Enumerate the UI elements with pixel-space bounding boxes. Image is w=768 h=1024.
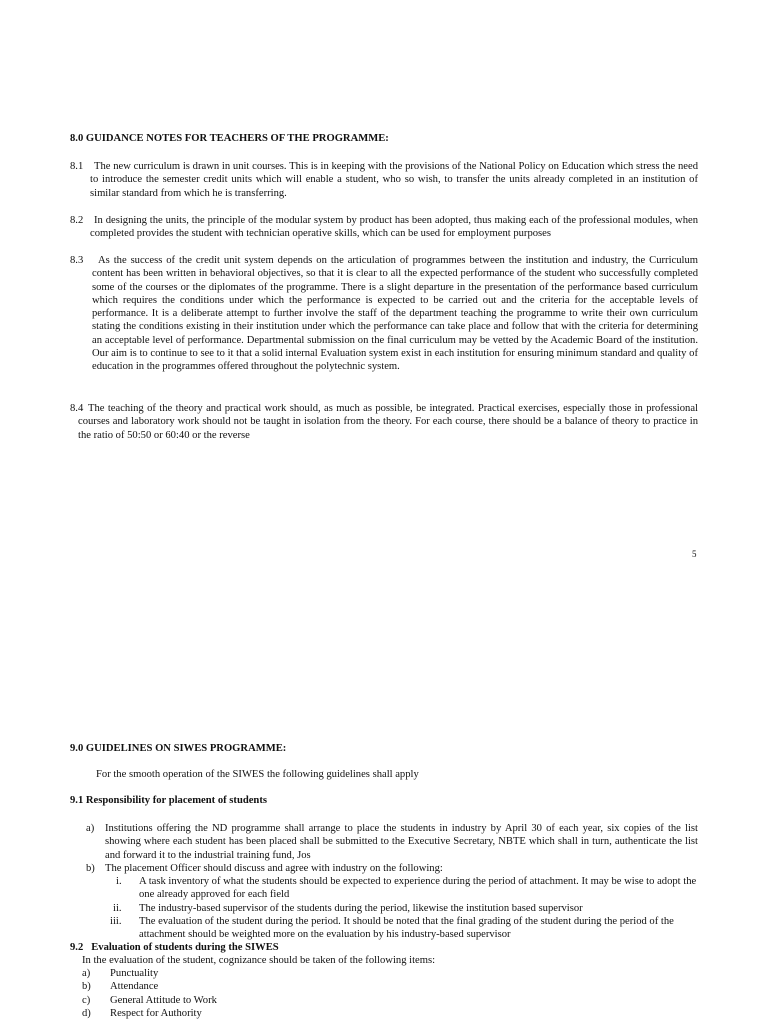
paragraph-8-2 xyxy=(70,214,698,241)
paragraph-number: 8.4 xyxy=(70,403,84,414)
list-item xyxy=(86,875,698,902)
evaluation-list xyxy=(82,967,482,1020)
list-marker: iii. xyxy=(110,916,122,928)
evaluation-intro: In the evaluation of the student, cognizance should be taken of the following items: xyxy=(82,955,436,966)
list-item-text: A task inventory of what the students should be expected to experience during the period of attachment. It may be wise to adopt the one already approved for each field xyxy=(139,876,697,901)
subsection-title: Evaluation of students during the SIWES xyxy=(91,942,279,953)
paragraph-number: 8.2 xyxy=(70,215,84,226)
list-item-text: The industry-based supervisor of the students during the period, likewise the institution based supervisor xyxy=(139,902,583,914)
list-item-text: General Attitude to Work xyxy=(110,994,217,1006)
subsection-heading-9-2 xyxy=(70,941,670,954)
paragraph-text: The teaching of the theory and practical work should, as much as possible, be integrated. Practical exercises, especially those in professional courses and laboratory work should not be taught in isolation from the theory. For each course, there should be a balance of theory to practice in the ratio of 50:50 or 60:40 or the reverse xyxy=(78,403,698,441)
list-item-text: Institutions offering the ND programme shall arrange to place the students in industry by April 30 of each year, six copies of the list showing where each student has been placed shall be submitted to the Executive Secretary, NBTE which shall in turn, authenticate the list and forward it to the industrial training fund, Jos xyxy=(105,823,698,861)
list-item xyxy=(82,967,482,980)
list-item-text: Punctuality xyxy=(110,968,159,979)
list-marker: ii. xyxy=(113,902,122,914)
list-item xyxy=(86,915,698,942)
list-item xyxy=(82,980,482,993)
section-heading-8: 8.0 GUIDANCE NOTES FOR TEACHERS OF THE PROGRAMME: xyxy=(70,133,389,144)
page-number: 5 xyxy=(692,549,697,559)
paragraph-text: In designing the units, the principle of the modular system by product has been adopted, thus making each of the professional modules, when completed provides the student with technician operative skills, which can be used for employment purposes xyxy=(90,215,698,240)
list-marker: i. xyxy=(116,876,122,888)
paragraph-8-1 xyxy=(70,160,698,200)
list-item xyxy=(86,862,698,875)
paragraph-text: The new curriculum is drawn in unit courses. This is in keeping with the provisions of the National Policy on Education which stress the need to introduce the semester credit units which will enable a student, who so wish, to transfer the units already completed in an institution of similar standard from which he is transferring. xyxy=(90,161,698,199)
section-heading-9: 9.0 GUIDELINES ON SIWES PROGRAMME: xyxy=(70,743,287,754)
list-item xyxy=(86,822,698,862)
list-item-text: Respect for Authority xyxy=(110,1007,202,1019)
section-intro: For the smooth operation of the SIWES the following guidelines shall apply xyxy=(96,769,419,780)
subsection-heading-9-1: 9.1 Responsibility for placement of students xyxy=(70,795,267,806)
list-marker: a) xyxy=(82,968,91,979)
paragraph-number: 8.1 xyxy=(70,161,84,172)
list-item-text: Attendance xyxy=(110,981,159,993)
list-item xyxy=(82,1007,482,1020)
list-marker: d) xyxy=(82,1007,91,1019)
list-item xyxy=(86,902,698,915)
list-marker: c) xyxy=(82,994,91,1006)
paragraph-number: 8.3 xyxy=(70,255,84,266)
paragraph-8-3 xyxy=(70,254,698,374)
list-item-text: The placement Officer should discuss and agree with industry on the following: xyxy=(105,862,443,874)
placement-list xyxy=(86,822,698,942)
list-marker: b) xyxy=(86,862,95,874)
subsection-number: 9.2 xyxy=(70,942,84,953)
list-item xyxy=(82,994,482,1007)
list-marker: a) xyxy=(86,823,95,834)
paragraph-text: As the success of the credit unit system depends on the articulation of programmes between the institution and industry, the Curriculum content has been written in behavioral objectives, so that it is clear to all the expected performance of the student who successfully completed some of the courses or the diplomates of the programme. There is a slight departure in the presentation of the performance based curriculum which requires the conditions under which the performance is expected to be carried out and the criteria for the acceptable levels of performance. It is a deliberate attempt to further involve the staff of the department teaching the programme to write their own curriculum stating the conditions existing in their institution under which the performance can take place and follow that with the criteria for determining an acceptable level of performance. Departmental submission on the final curriculum may be vetted by the Academic Board of the institution. Our aim is to continue to see to it that a solid internal Evaluation system exist in each institution for ensuring minimum standard and quality of education in the programmes offered throughout the polytechnic system. xyxy=(92,255,698,373)
list-marker: b) xyxy=(82,981,91,993)
list-item-text: The evaluation of the student during the period. It should be noted that the final grading of the student during the period of the attachment should be weighted more on the evaluation by his industry-based supervisor xyxy=(139,916,674,941)
paragraph-8-4 xyxy=(70,402,698,442)
